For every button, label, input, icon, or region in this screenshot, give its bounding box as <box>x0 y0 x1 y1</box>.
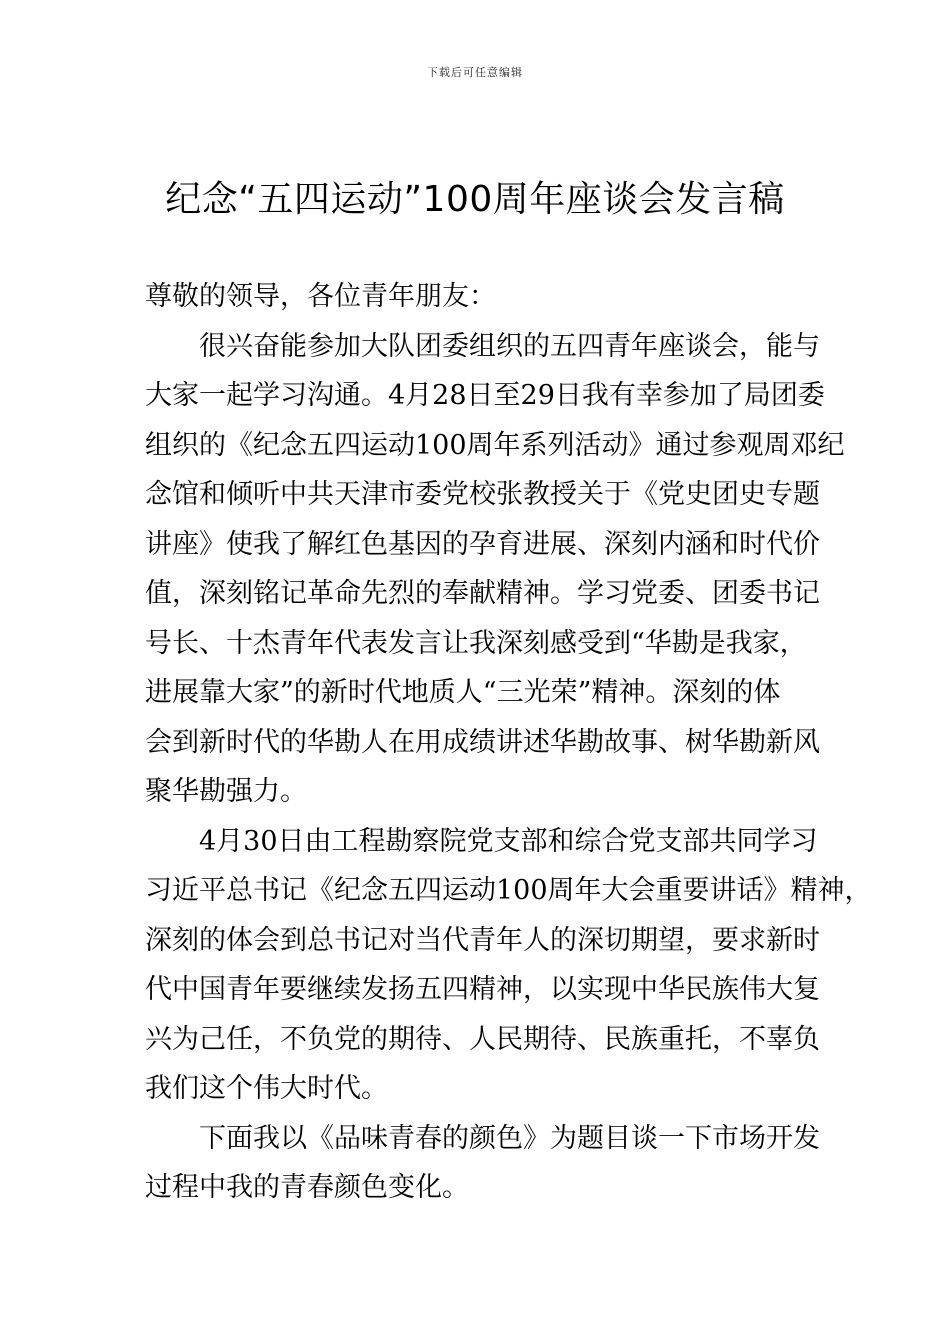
paragraph-line: 值，深刻铭记革命先烈的奉献精神。学习党委、团委书记 <box>145 578 820 609</box>
paragraph-2 <box>145 817 872 1114</box>
paragraph-line: 大家一起学习沟通。4月28日至29日我有幸参加了局团委 <box>145 380 825 411</box>
paragraph-line: 会到新时代的华勘人在用成绩讲述华勘故事、树华勘新风 <box>145 726 820 758</box>
paragraph-line: 很兴奋能参加大队团委组织的五四青年座谈会，能与 <box>199 330 820 362</box>
paragraph-line: 4月30日由工程勘察院党支部和综合党支部共同学习 <box>199 825 818 857</box>
salutation: 尊敬的领导，各位青年朋友： <box>145 281 496 312</box>
paragraph-line: 进展靠大家”的新时代地质人“三光荣”精神。深刻的体 <box>145 677 781 708</box>
paragraph-line: 过程中我的青春颜色变化。 <box>145 1172 469 1203</box>
document-body <box>145 272 872 1213</box>
paragraph-line: 下面我以《品味青春的颜色》为题目谈一下市场开发 <box>199 1122 820 1154</box>
paragraph-line: 代中国青年要继续发扬五四精神，以实现中华民族伟大复 <box>145 974 820 1005</box>
paragraph-line: 讲座》使我了解红色基因的孕育进展、深刻内涵和时代价 <box>145 528 820 560</box>
document-title: 纪念“五四运动”100周年座谈会发言稿 <box>165 179 785 220</box>
page-header-note: 下载后可任意编辑 <box>427 66 523 79</box>
paragraph-3 <box>145 1114 820 1213</box>
paragraph-line: 兴为己任，不负党的期待、人民期待、民族重托，不辜负 <box>145 1023 820 1055</box>
paragraph-1 <box>145 322 845 817</box>
paragraph-line: 聚华勘强力。 <box>145 776 307 807</box>
paragraph-line: 组织的《纪念五四运动100周年系列活动》通过参观周邓纪 <box>145 429 845 461</box>
paragraph-line: 念馆和倾听中共天津市委党校张教授关于《党史团史专题 <box>145 479 820 510</box>
paragraph-line: 我们这个伟大时代。 <box>145 1073 388 1104</box>
paragraph-line: 深刻的体会到总书记对当代青年人的深切期望，要求新时 <box>145 924 820 956</box>
paragraph-line: 习近平总书记《纪念五四运动100周年大会重要讲话》精神， <box>145 875 872 906</box>
paragraph-line: 号长、十杰青年代表发言让我深刻感受到“华勘是我家， <box>145 627 807 659</box>
